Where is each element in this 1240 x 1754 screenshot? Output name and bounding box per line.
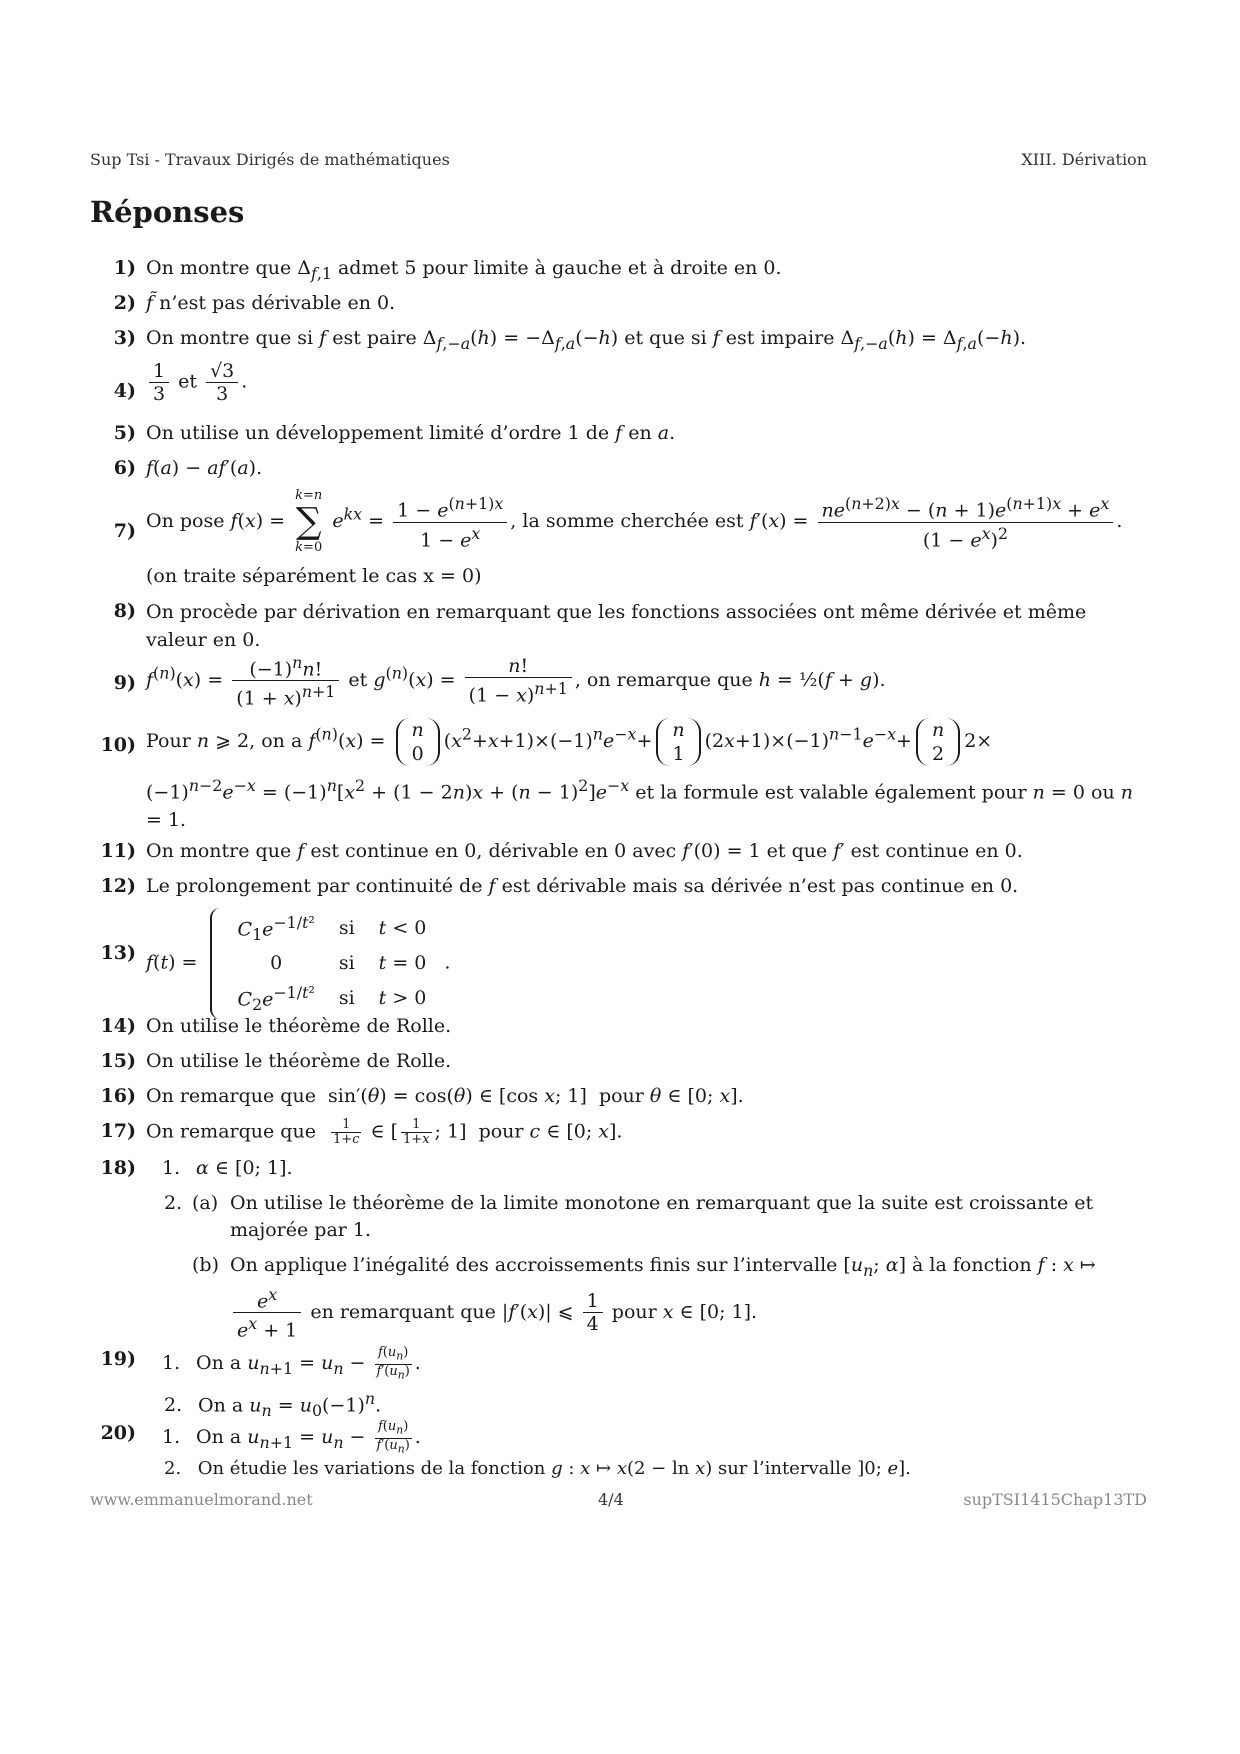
answer-7-note: (on traite séparément le cas x = 0) [146,565,482,587]
answer-19-2: 2. On a $u_n = u_0(-1)^n$. [164,1389,382,1421]
page-title: Réponses [90,195,245,229]
answer-7: 7) On pose f(x) = k=n ∑ k=0 $e^{kx}$ = $\frac{1 - e^{(n+1)x}}{1 - e^x}$ , la somme cherchée est f′(x) = $\frac{ne^{(n+2)x} - (n + 1)e^{(n+1)x} + e^x}{(1 - e^x)^2}$ . [113,488,1123,555]
answer-15: 15) On utilise le théorème de Rolle. [100,1050,452,1072]
answer-12: 12) Le prolongement par continuité de f est dérivable mais sa dérivée n’est pas continue en 0. [100,875,1019,897]
answer-3: 3) On montre que si f est paire $\Delta_{f,-a}(h) = -\Delta_{f,a}(-h)$ et que si f est impaire $\Delta_{f,-a}(h) = \Delta_{f,a}(-h)$. [113,327,1027,353]
answer-5: 5) On utilise un développement limité d’ordre 1 de f en a. [113,422,676,444]
answer-10: 10) Pour n ⩾ 2, on a $f^{(n)}(x)$ = n 0 $(x^2+x+1)\times(-1)^ne^{-x}+$ n 1 $(2x+1)\times(-1)^{n-1}e^{-x}+$ n 2 2× [100,719,993,765]
footer-page-number: 4/4 [598,1490,624,1509]
answer-10-cont: $(-1)^{n-2}e^{-x} = (-1)^n[x^2 + (1 - 2n)x + (n - 1)^2]e^{-x}$ et la formule est valable également pour n = 0 ou n = 1. [146,776,1133,832]
answer-11: 11) On montre que f est continue en 0, dérivable en 0 avec f′(0) = 1 et que f′ est continue en 0. [100,840,1023,862]
answer-6: 6) f(a) − af′(a). [113,457,263,479]
answer-13: 13) f(t) = $C_1e^{-1/t^2}$ si t < 0 0 si t = 0 $C_2e^{-1/t^2}$ si t > 0 . [90,908,1150,1019]
answer-20-2: 2. On étudie les variations de la fonction g : x ↦ x(2 − ln x) sur l’intervalle ]0; e]. [164,1458,911,1479]
answer-4: 4) $\frac{1}{3}$ et $\frac{√3}{3}$ . [113,360,248,405]
answer-18-2a: 2. (a) On utilise le théorème de la limite monotone en remarquant que la suite est croissante et majorée par 1. [164,1192,1094,1241]
answer-8: 8) On procède par dérivation en remarquant que les fonctions associées ont même dérivée et même valeur en 0. [113,600,1087,651]
answer-17: 17) On remarque que $\frac{1}{1+c}$ ∈ [ $\frac{1}{1+x}$ ; 1] pour c ∈ [0; x]. [100,1117,623,1147]
answer-19: 19) 1. On a $u_{n+1} = u_n$ − $\frac{f(u_n)}{f'(u_n)}$ . [100,1345,421,1382]
answer-9: 9) $f^{(n)}(x)$ = $\frac{(-1)^nn!}{(1 + x)^{n+1}}$ et $g^{(n)}(x)$ = $\frac{n!}{(1 - x)^{n+1}}$ , on remarque que h = ½(f + g). [113,653,886,710]
footer-doc-id: supTSI1415Chap13TD [963,1490,1147,1509]
answer-2: 2) f̃ n’est pas dérivable en 0. [113,292,396,314]
answer-16: 16) On remarque que sin′(θ) = cos(θ) ∈ [cos x; 1] pour θ ∈ [0; x]. [100,1085,744,1107]
answer-1: 1) On montre que $\Delta_{f,1}$ admet 5 pour limite à gauche et à droite en 0. [113,257,782,283]
answer-18-2b: (b) On applique l’inégalité des accroissements finis sur l’intervalle [$u_n$; α] à la fonction f : x ↦ $\frac{e^x}{e^x + 1}$ en remarquant que |f′(x)| ⩽ $\frac{1}{4}$ pour x ∈ [0; 1]. [192,1254,1096,1342]
footer-website: www.emmanuelmorand.net [90,1490,313,1509]
header-left: Sup Tsi - Travaux Dirigés de mathématiques [90,150,450,169]
header-right: XIII. Dérivation [1021,150,1147,169]
answer-18: 18) 1. α ∈ [0; 1]. [100,1157,293,1179]
answer-14: 14) On utilise le théorème de Rolle. [100,1015,452,1037]
answer-20: 20) 1. On a $u_{n+1} = u_n$ − $\frac{f(u_n)}{f'(u_n)}$ . [100,1419,421,1456]
